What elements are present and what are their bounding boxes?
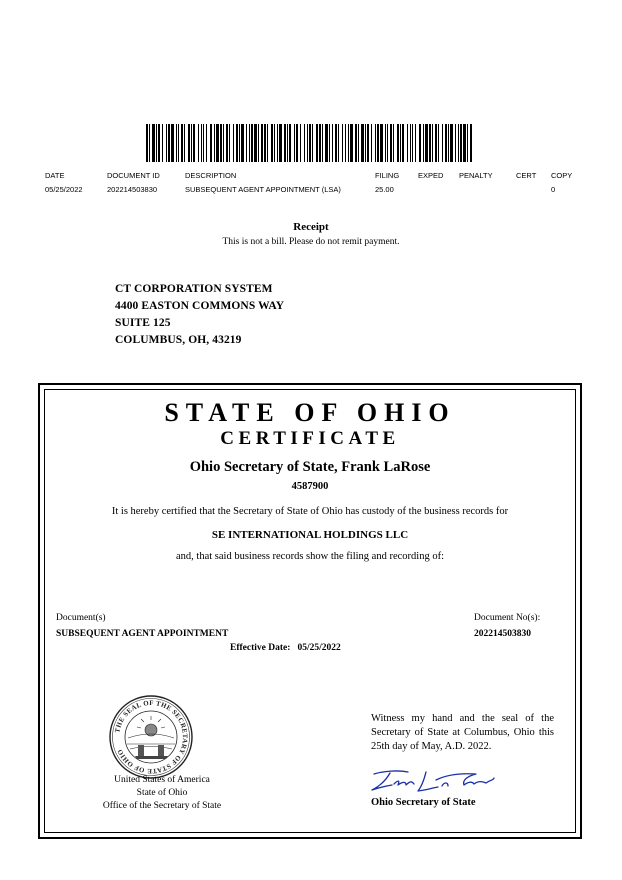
col-filing: FILING: [375, 171, 400, 180]
address-line-2: 4400 EASTON COMMONS WAY: [115, 300, 285, 312]
barcode-bar: [407, 124, 408, 162]
barcode-bar: [377, 124, 379, 162]
barcode-bar: [233, 124, 234, 162]
col-document-id: DOCUMENT ID: [107, 171, 160, 180]
barcode-bar: [429, 124, 431, 162]
barcode-bar: [470, 124, 472, 162]
barcode-bar: [463, 124, 466, 162]
effective-date: 05/25/2022: [297, 643, 341, 653]
effective-date-row: [230, 643, 341, 653]
barcode-bar: [254, 124, 257, 162]
secretary-title: Ohio Secretary of State, Frank LaRose: [189, 459, 431, 475]
barcode-bar: [188, 124, 190, 162]
barcode-bar: [239, 124, 240, 162]
barcode-bar: [261, 124, 263, 162]
barcode-bar: [184, 124, 185, 162]
barcode-bar: [166, 124, 167, 162]
barcode-bar: [393, 124, 394, 162]
address-line-1: CT CORPORATION SYSTEM: [115, 283, 273, 295]
cell-filing: 25.00: [375, 185, 394, 194]
barcode-bar: [220, 124, 222, 162]
barcode-bar: [455, 124, 456, 162]
cell-date: 05/25/2022: [45, 185, 83, 194]
barcode-bar: [246, 124, 247, 162]
barcode-bar: [279, 124, 282, 162]
effective-label: Effective Date:: [230, 643, 291, 653]
office-line-1: United States of America: [114, 775, 210, 785]
barcode-bar: [415, 124, 416, 162]
barcode-bar: [400, 124, 401, 162]
barcode-bar: [289, 124, 291, 162]
barcode-bar: [146, 124, 148, 162]
barcode-bar: [284, 124, 286, 162]
address-line-3: SUITE 125: [115, 317, 171, 329]
barcode-bar: [149, 124, 150, 162]
barcode-bar: [355, 124, 357, 162]
barcode-bar: [267, 124, 268, 162]
barcode-bar: [171, 124, 174, 162]
barcode-bar: [371, 124, 372, 162]
shows-text: and, that said business records show the filing and recording of:: [176, 551, 444, 562]
col-description: DESCRIPTION: [185, 171, 237, 180]
col-date: DATE: [45, 171, 65, 180]
barcode-bar: [312, 124, 313, 162]
barcode-bar: [367, 124, 369, 162]
receipt-title: Receipt: [293, 221, 329, 233]
document-name: SUBSEQUENT AGENT APPOINTMENT: [56, 629, 229, 639]
barcode-bar: [162, 124, 163, 162]
barcode-bar: [304, 124, 305, 162]
barcode-bar: [450, 124, 453, 162]
barcode-bar: [264, 124, 266, 162]
col-penalty: PENALTY: [459, 171, 493, 180]
barcode-bar: [296, 124, 298, 162]
barcode-bar: [300, 124, 301, 162]
state-title: STATE OF OHIO: [164, 398, 456, 427]
barcode-bar: [156, 124, 157, 162]
certificate-title: CERTIFICATE: [220, 428, 400, 449]
barcode-bar: [419, 124, 421, 162]
barcode-bar: [397, 124, 399, 162]
barcode-bar: [335, 124, 337, 162]
barcode-bar: [322, 124, 323, 162]
barcode-bar: [316, 124, 318, 162]
barcode-bar: [385, 124, 386, 162]
state-seal: [108, 694, 194, 780]
barcode-bar: [390, 124, 392, 162]
documents-label: Document(s): [56, 613, 106, 623]
barcode-bar: [460, 124, 462, 162]
barcode-bar: [387, 124, 388, 162]
barcode-bar: [229, 124, 230, 162]
barcode-bar: [423, 124, 424, 162]
barcode-bar: [435, 124, 437, 162]
col-exped: EXPED: [418, 171, 444, 180]
barcode-bar: [216, 124, 219, 162]
barcode-bar: [168, 124, 170, 162]
document-number: 202214503830: [474, 629, 531, 639]
address-line-4: COLUMBUS, OH, 43219: [115, 334, 242, 346]
barcode-bar: [432, 124, 433, 162]
barcode-bar: [412, 124, 413, 162]
office-line-2: State of Ohio: [136, 788, 188, 798]
barcode-bar: [325, 124, 328, 162]
entity-name: SE INTERNATIONAL HOLDINGS LLC: [211, 529, 409, 541]
barcode-bar: [176, 124, 177, 162]
barcode-bar: [467, 124, 468, 162]
barcode-bar: [338, 124, 339, 162]
barcode-bar: [249, 124, 250, 162]
barcode-bar: [342, 124, 343, 162]
document-nos-label: Document No(s):: [474, 613, 541, 623]
barcode-bar: [274, 124, 275, 162]
barcode-bar: [258, 124, 259, 162]
barcode-bar: [198, 124, 199, 162]
col-copy: COPY: [551, 171, 573, 180]
signature-label: Ohio Secretary of State: [371, 797, 476, 808]
barcode-bar: [191, 124, 192, 162]
barcode-bar: [251, 124, 253, 162]
barcode-bar: [226, 124, 228, 162]
barcode-bar: [178, 124, 179, 162]
cell-document-id: 202214503830: [107, 185, 158, 194]
barcode-bar: [203, 124, 204, 162]
barcode-bar: [438, 124, 439, 162]
cell-description: SUBSEQUENT AGENT APPOINTMENT (LSA): [185, 185, 341, 194]
receipt-note: This is not a bill. Please do not remit payment.: [222, 237, 400, 247]
office-line-3: Office of the Secretary of State: [102, 801, 222, 811]
barcode-bar: [271, 124, 273, 162]
barcode-bar: [241, 124, 244, 162]
barcode-bar: [152, 124, 155, 162]
barcode-bar: [319, 124, 321, 162]
seal-text: THE SEAL OF THE SECRETARY OF STATE OF OHIO: [114, 699, 189, 775]
signature: [368, 766, 498, 794]
witness-text: Witness my hand and the seal of the Secretary of State at Columbus, Ohio this 25th day of May, A.D. 2022.: [371, 713, 554, 752]
barcode-bar: [287, 124, 288, 162]
cell-copy: 0: [551, 185, 556, 194]
barcode-bar: [350, 124, 353, 162]
barcode-bar: [402, 124, 404, 162]
barcode-bar: [307, 124, 308, 162]
barcode: [146, 124, 472, 162]
barcode-bar: [375, 124, 376, 162]
barcode-bar: [277, 124, 278, 162]
barcode-bar: [193, 124, 195, 162]
barcode-bar: [332, 124, 333, 162]
barcode-bar: [214, 124, 215, 162]
barcode-bar: [236, 124, 238, 162]
barcode-bar: [348, 124, 349, 162]
barcode-bar: [294, 124, 295, 162]
barcode-bar: [425, 124, 428, 162]
barcode-bar: [210, 124, 212, 162]
barcode-bar: [458, 124, 459, 162]
barcode-bar: [158, 124, 160, 162]
barcode-bar: [329, 124, 330, 162]
barcode-bar: [223, 124, 224, 162]
barcode-bar: [181, 124, 183, 162]
col-cert: CERT: [516, 171, 537, 180]
barcode-bar: [410, 124, 411, 162]
barcode-bar: [309, 124, 311, 162]
barcode-bar: [448, 124, 449, 162]
certificate-number: 4587900: [291, 481, 329, 492]
barcode-bar: [201, 124, 202, 162]
barcode-bar: [380, 124, 383, 162]
barcode-bar: [345, 124, 346, 162]
barcode-bar: [206, 124, 207, 162]
barcode-bar: [358, 124, 359, 162]
barcode-bar: [365, 124, 366, 162]
barcode-bar: [442, 124, 443, 162]
barcode-bar: [361, 124, 364, 162]
custody-text: It is hereby certified that the Secretary of State of Ohio has custody of the business records for: [111, 506, 509, 517]
barcode-bar: [445, 124, 447, 162]
